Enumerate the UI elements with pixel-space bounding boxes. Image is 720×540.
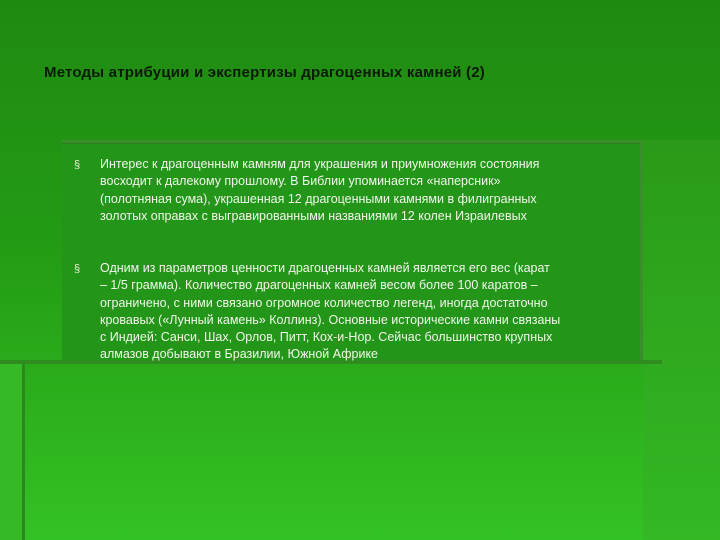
decorative-left-line [22, 362, 25, 540]
bullet-text: Интерес к драгоценным камням для украшения и приумножения состояния восходит к далекому прошлому. В Библии упоминается «наперсник» (полотняная сума), украшенная 12 драгоценными камнями в филигранных золотых оправах с выгравированными названиями 12 колен Израилевых [100, 157, 540, 223]
bullet-marker-icon: § [74, 159, 81, 171]
bullet-marker-icon: § [74, 263, 81, 275]
slide-title: Методы атрибуции и экспертизы драгоценных камней (2) [44, 64, 485, 81]
decorative-corner-block [0, 362, 22, 540]
bullet-text: Одним из параметров ценности драгоценных камней является его вес (карат – 1/5 грамма). Количество драгоценных камней весом более 100 каратов – ограничено, с ними связано огромное количество легенд, иногда достаточно кровавых («Лунный камень» Коллинз). Основные исторические камни связаны с Индией: Санси, Шах, Орлов, Питт, Кох-и-Нор. Сейчас большинство крупных алмазов добывают в Бразилии, Южной Африке [100, 261, 561, 362]
decorative-top-line [62, 140, 642, 143]
